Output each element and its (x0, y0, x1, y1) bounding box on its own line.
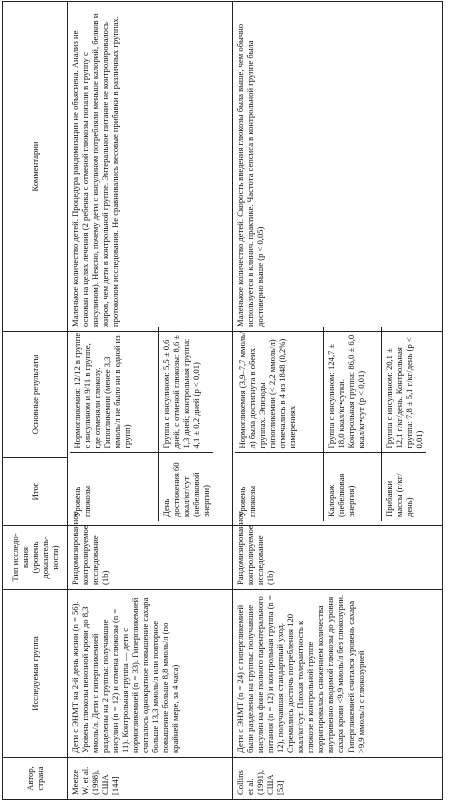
header-author: Автор, страна (3, 758, 68, 800)
result-item: Нормогликемия (3,9–7,7 ммоль/л) была достигнута в обеих группах. Эпизоды гипогликемии (< 2,2 ммоль/л) отмечались в 4 из 1848 (0,2%) измерениях (235, 327, 323, 453)
header-outcome: Итог (3, 458, 68, 526)
outcome-item: Уровень глюкозы (70, 453, 158, 521)
result-item: Нормогликемия: 12/12 в группе с инсулином и 9/11 в группе, где отменяли глюкозу. Гипогликемии (менее 3,3 ммоль/л не было ни в одной из групп) (70, 327, 158, 453)
comments-cell: Маленькое количество детей. Процедура рандомизации не объяснена. Анализ не основан на целях лечения (2 ребенка с отменой глюкозы попали в группу с инсулином). Неясно, почему дети с инсулином потребляли меньше калорий, белков и жиров, чем дети в контрольной группе. Энтеральное питание не контролировалось протоколом исследования. Не сравнивались весовые прибавки в различных группах. (68, 2, 233, 332)
result-item: Группа с инсулином: 5,5 ± 0,6 дней, с отменой глюкозы: 8,6 ± 1,3 дней; контрольная группа: 4,1 ± 0,2 дней (p < 0,01) (160, 334, 201, 449)
header-type: Тип исследо-вания (уровень доказатель-ности) (3, 526, 68, 590)
outcome-item: День достижения 60 ккал/кг/сут (небелковой энергии) (158, 453, 213, 521)
outcome-item: Прибавки массы (г/кг/день) (381, 453, 426, 521)
table-row (233, 2, 443, 800)
group-cell: Дети с ЭНМТ на 2-й день жизни (n = 56). Уровень глюкозы венозной крови до 8,3 ммоль/л. Дети с гипергликемией разделены на 2 группы: получавшие инсулин (n = 12) и отмена глюкозы (n = 11). Контрольная группа — дети с нормогликемией (n = 33). Гипергликемией считалось однократное повышение сахара больше 13,3 ммоль/л или повторное повышение больше 8,8 ммоль/л (по крайней мере, за 4 часа) (68, 590, 233, 758)
author-cell: Meetze W. et al. (1998), США [144] (68, 758, 233, 800)
group-cell: Дети с ЭНМТ (n = 24) с гипергликемией были разделены на группы: получавшие инсулин на фоне полного парентерального питания (n = 12) и контрольная группа (n = 12), получавшая стандартный уход. Стремились достичь потребления 120 ккал/кг/сут. Плохая толерантность к глюкозе в контрольной группе корригировалась снижением количества внутривенно вводимой глюкозы до уровня сахара крови <9,9 ммоль/л без глюкозурии. Гипергликемией считался уровень сахара >9,9 ммоль/л с глюкозурией (233, 590, 443, 758)
header-row (3, 2, 68, 800)
header-comments: Комментарии (3, 2, 68, 332)
result-item: Группа с инсулином: 20,1 ± 12,1 г/кг/день. Контрольная группа: 7,8 ± 5,1 г/кг/день (p < 0,01) (383, 337, 424, 449)
result-item: Группа с инсулином: 124,7 ± 18,0 ккал/кг•сутки. Контрольная группа: 86,0 ± 6,0 ккал/кг•сут (p < 0,01) (323, 327, 381, 453)
header-results: Основные результаты (3, 332, 68, 458)
outcome-item: Уровень глюкозы (235, 453, 323, 521)
outcome-results-cell (233, 332, 443, 526)
outcome-results-cell (68, 332, 233, 526)
header-group: Исследуемая группа (3, 590, 68, 758)
evidence-table (2, 1, 443, 800)
type-cell: Рандомизированное контролируемое исследование (1b) (68, 526, 233, 590)
author-cell: Collins et al. (1991), США [53] (233, 758, 443, 800)
table-row (68, 2, 233, 800)
type-cell: Рандомизированное контролируемое исследование (1b) (233, 526, 443, 590)
comments-cell: Маленькое количество детей. Скорость введения глюкозы была выше, чем обычно используется в клинич. практике. Частота сепсиса в контрольной группе была достоверно выше (p < 0,05) (233, 2, 443, 332)
outcome-item: Калораж (небелковая энергия) (323, 453, 381, 521)
